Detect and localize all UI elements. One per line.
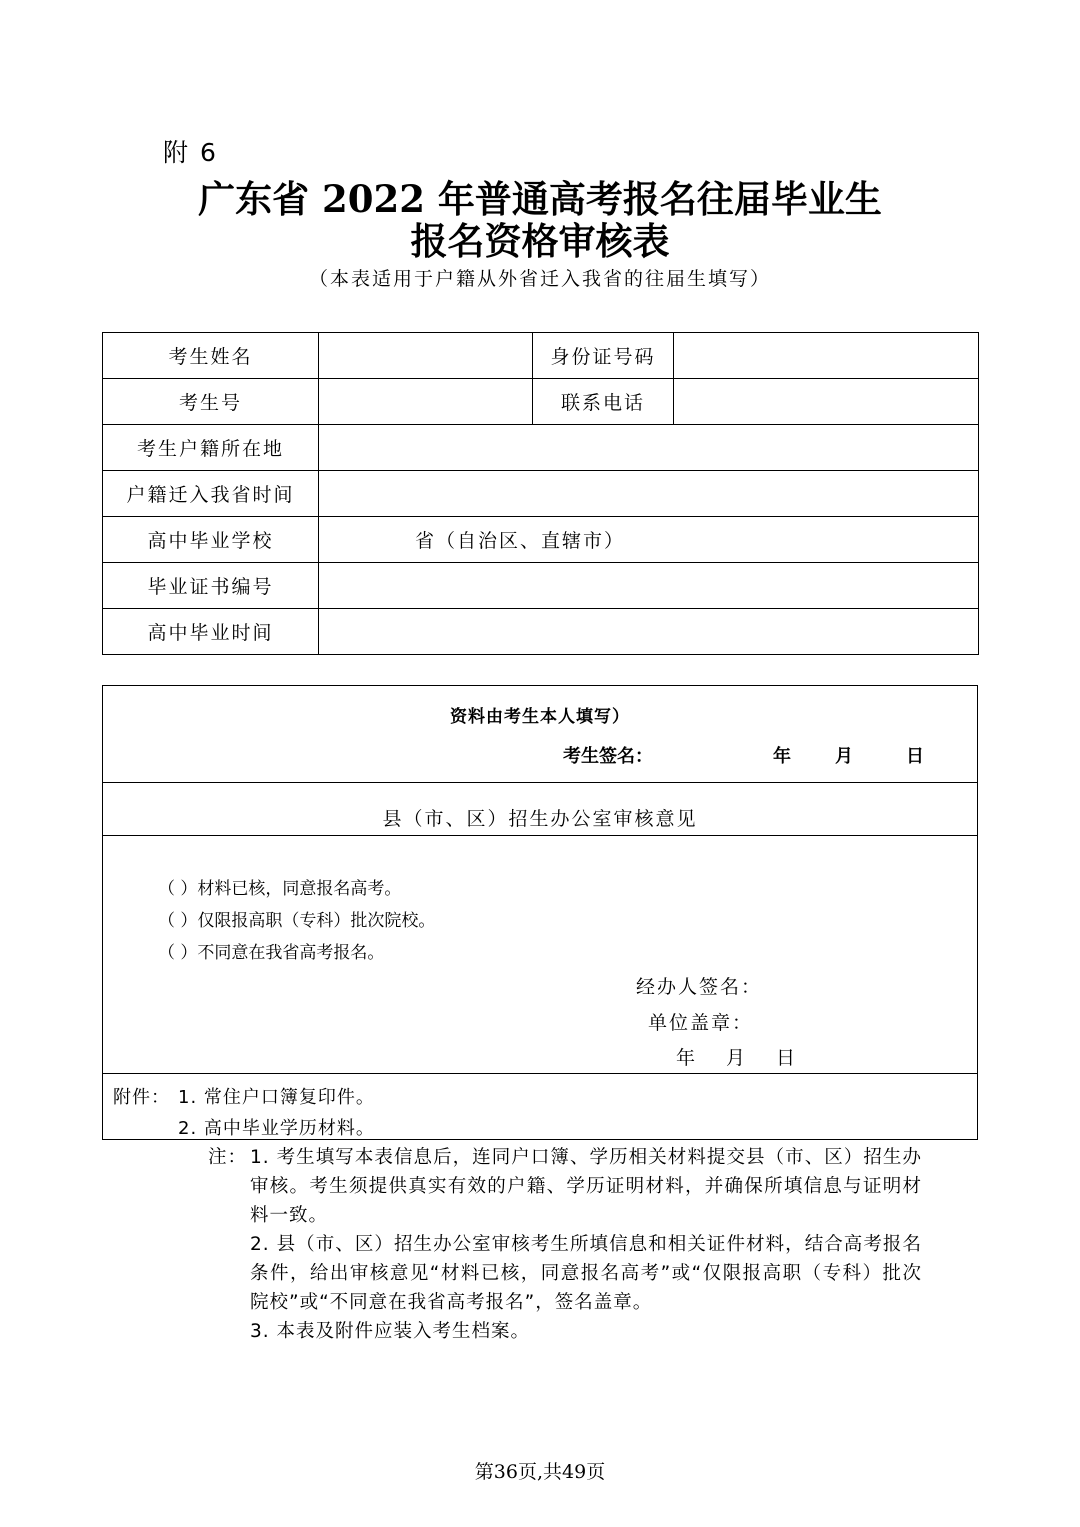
applicant-signature-label: 考生签名： [563, 746, 653, 767]
form-title-line1: 广东省 2022 年普通高考报名往届毕业生 [198, 177, 882, 221]
option-rejected[interactable]: （ ）不同意在我省高考报名。 [158, 943, 385, 963]
attachments-label: 附件： [113, 1087, 170, 1108]
attachment-item: 1. 常住户口簿复印件。 [178, 1087, 375, 1108]
review-box [102, 685, 978, 1140]
graduation-time-label: 高中毕业时间 [103, 609, 319, 655]
review-opinion-title: 县（市、区）招生办公室审核意见 [382, 808, 698, 830]
hukou-move-time-label: 户籍迁入我省时间 [103, 471, 319, 517]
graduation-time-field[interactable] [319, 609, 979, 655]
option-approved[interactable]: （ ）材料已核，同意报名高考。 [158, 879, 402, 899]
review-month: 月 [726, 1047, 748, 1069]
high-school-label: 高中毕业学校 [103, 517, 319, 563]
table-row [103, 609, 979, 655]
applicant-sign-month: 月 [835, 746, 853, 767]
certificate-number-label: 毕业证书编号 [103, 563, 319, 609]
table-row [103, 471, 979, 517]
section-divider [103, 835, 977, 836]
annex-label: 附 6 [163, 138, 218, 167]
phone-label: 联系电话 [533, 379, 674, 425]
page-number: 第36页,共49页 [474, 1461, 606, 1483]
exam-number-label: 考生号 [103, 379, 319, 425]
high-school-field[interactable]: 省（自治区、直辖市） [319, 517, 979, 563]
certificate-number-field[interactable] [319, 563, 979, 609]
table-row [103, 425, 979, 471]
note-item: 1. 考生填写本表信息后，连同户口簿、学历相关材料提交县（市、区）招生办审核。考生须提供真实有效的户籍、学历证明材料，并确保所填信息与证明材料一致。 [250, 1147, 922, 1226]
applicant-sign-day: 日 [906, 746, 924, 767]
option-vocational-only[interactable]: （ ）仅限报高职（专科）批次院校。 [158, 911, 436, 931]
hukou-location-label: 考生户籍所在地 [103, 425, 319, 471]
id-number-field[interactable] [674, 333, 979, 379]
review-year: 年 [676, 1047, 698, 1069]
table-row [103, 333, 979, 379]
unit-seal-label: 单位盖章： [648, 1012, 754, 1034]
hukou-move-time-field[interactable] [319, 471, 979, 517]
review-day: 日 [776, 1047, 798, 1069]
table-row [103, 517, 979, 563]
table-row [103, 379, 979, 425]
self-fill-note: 资料由考生本人填写） [450, 707, 630, 727]
phone-field[interactable] [674, 379, 979, 425]
table-row [103, 563, 979, 609]
applicant-sign-year: 年 [773, 746, 791, 767]
form-subtitle: （本表适用于户籍从外省迁入我省的往届生填写） [308, 268, 771, 290]
name-label: 考生姓名 [103, 333, 319, 379]
attachment-item: 2. 高中毕业学历材料。 [178, 1118, 375, 1139]
id-number-label: 身份证号码 [533, 333, 674, 379]
section-divider [103, 782, 977, 783]
staff-signature-label: 经办人签名： [636, 976, 763, 998]
hukou-location-field[interactable] [319, 425, 979, 471]
exam-number-field[interactable] [319, 379, 533, 425]
name-field[interactable] [319, 333, 533, 379]
note-item: 2. 县（市、区）招生办公室审核考生所填信息和相关证件材料，结合高考报名条件，给出审核意见“材料已核，同意报名高考”或“仅限报高职（专科）批次院校”或“不同意在我省高考报名”，签名盖章。 [250, 1234, 922, 1313]
applicant-info-table [102, 332, 979, 655]
form-title-line2: 报名资格审核表 [410, 219, 670, 263]
section-divider [103, 1073, 977, 1074]
note-item: 3. 本表及附件应装入考生档案。 [250, 1321, 531, 1342]
notes-label: 注： [208, 1147, 248, 1168]
